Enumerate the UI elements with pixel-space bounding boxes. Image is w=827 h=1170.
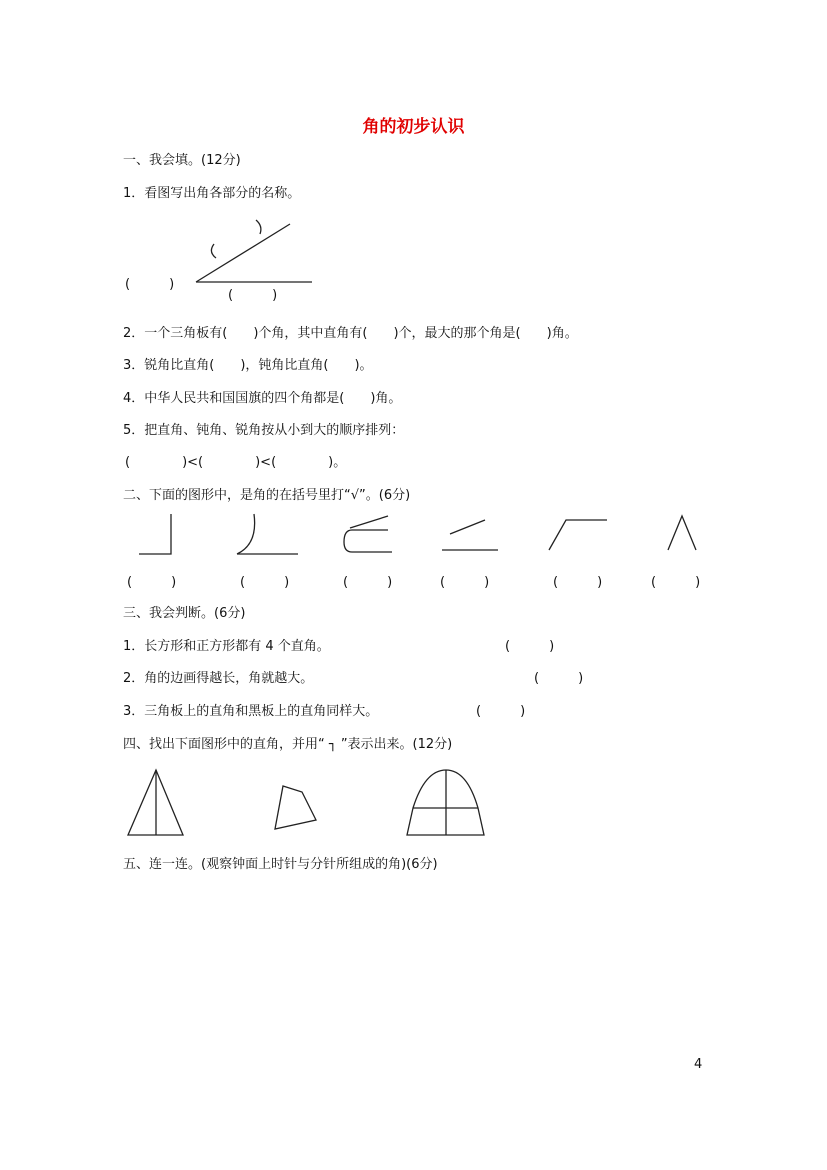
judge-bracket-3: ( ) <box>476 704 526 719</box>
side-label-paren <box>256 220 261 234</box>
page-number: 4 <box>694 1057 703 1072</box>
angle-shapes-figure <box>120 508 720 560</box>
shape-obtuse <box>549 520 607 550</box>
shape-bracket-4: ( ) <box>440 575 490 590</box>
vertex-name-bracket: ( ) <box>125 277 175 292</box>
section-5-heading: 五、连一连。(观察钟面上时针与分针所组成的角)(6分) <box>123 857 438 872</box>
shape-right-angle <box>139 514 171 554</box>
shape-acute <box>668 516 696 550</box>
vertex-label-paren <box>211 244 216 258</box>
judge-item-2: 2．角的边画得越长，角就越大。 <box>123 671 314 686</box>
judge-item-3: 3．三角板上的直角和黑板上的直角同样大。 <box>123 704 379 719</box>
question-1-1: 1．看图写出角各部分的名称。 <box>123 186 301 201</box>
side-name-bracket: ( ) <box>228 288 278 303</box>
question-1-3: 3．锐角比直角( )，钝角比直角( )。 <box>123 358 373 373</box>
section-2-heading: 二、下面的图形中，是角的在括号里打“√”。(6分) <box>123 488 411 503</box>
shape-bracket-1: ( ) <box>127 575 177 590</box>
question-1-5-answer: ( )<( )<( )。 <box>125 455 347 470</box>
shape-separated-upper <box>450 520 485 534</box>
shape-bracket-5: ( ) <box>553 575 603 590</box>
shape-quadrilateral <box>275 786 316 829</box>
shape-bracket-6: ( ) <box>651 575 701 590</box>
question-1-5: 5．把直角、钝角、锐角按从小到大的顺序排列： <box>123 423 405 438</box>
shape-bracket-2: ( ) <box>240 575 290 590</box>
section-1-heading: 一、我会填。(12分) <box>123 153 241 168</box>
shape-rounded-corner <box>344 530 392 552</box>
shape-rounded-top <box>350 516 388 528</box>
judge-item-1: 1．长方形和正方形都有 4 个直角。 <box>123 639 330 654</box>
right-angle-shapes-figure <box>120 764 500 844</box>
angle-side-upper <box>196 224 290 282</box>
question-1-4: 4．中华人民共和国国旗的四个角都是( )角。 <box>123 391 402 406</box>
section-4-heading: 四、找出下面图形中的直角，并用“ ┐ ”表示出来。(12分) <box>123 737 453 752</box>
judge-bracket-2: ( ) <box>534 671 584 686</box>
shape-curved-side <box>237 514 255 554</box>
section-3-heading: 三、我会判断。(6分) <box>123 606 246 621</box>
judge-bracket-1: ( ) <box>505 639 555 654</box>
question-1-2: 2．一个三角板有( )个角，其中直角有( )个，最大的那个角是( )角。 <box>123 326 578 341</box>
shape-bracket-3: ( ) <box>343 575 393 590</box>
page-title: 角的初步认识 <box>362 117 465 137</box>
